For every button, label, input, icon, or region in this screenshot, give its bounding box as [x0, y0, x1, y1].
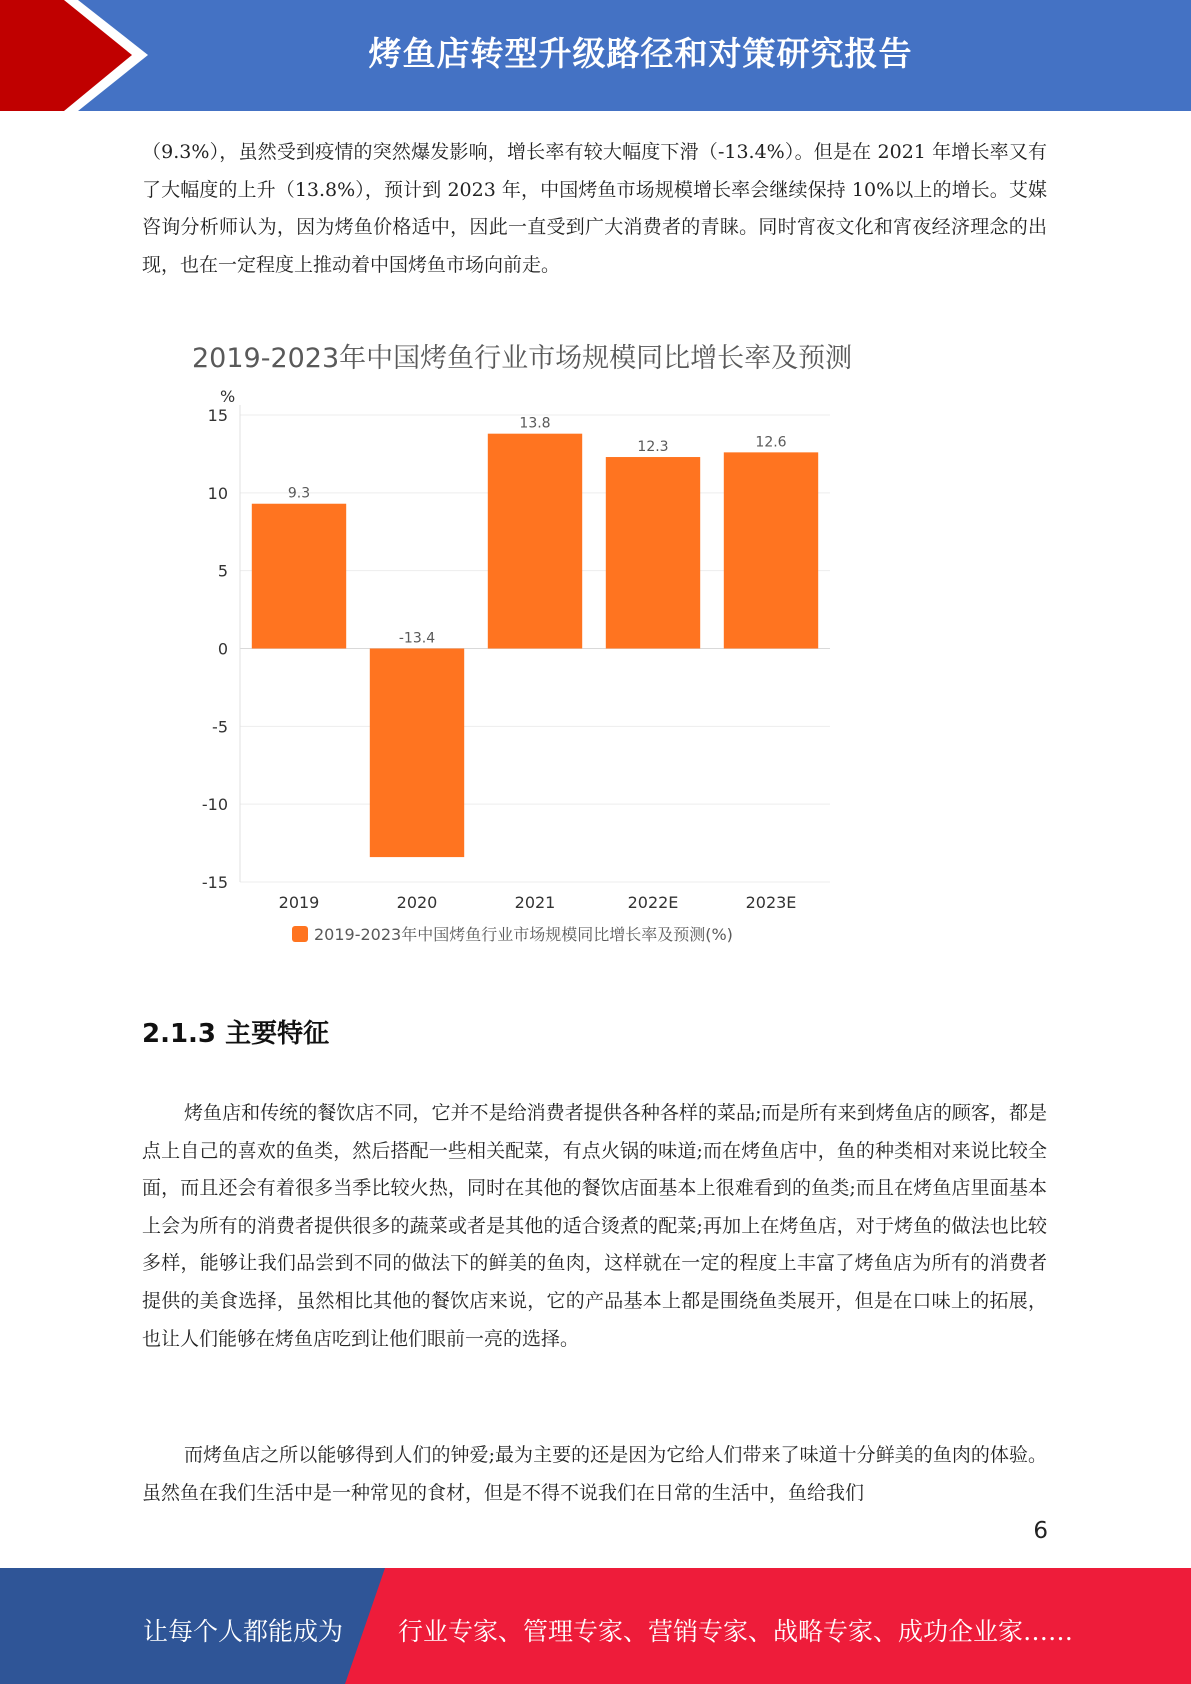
bar [252, 504, 346, 649]
footer-slogan-left: 让每个人都能成为 [143, 1617, 344, 1646]
x-tick-label: 2020 [396, 893, 438, 912]
y-tick-label: -5 [212, 717, 228, 737]
growth-rate-chart [180, 330, 880, 960]
x-tick-label: 2022E [627, 893, 679, 912]
x-tick-label: 2019 [278, 893, 320, 912]
x-tick-label: 2021 [514, 893, 556, 912]
y-tick-label: 10 [207, 483, 228, 503]
legend-label: 2019-2023年中国烤鱼行业市场规模同比增长率及预测(%) [314, 925, 733, 944]
chart-plot [180, 330, 880, 960]
data-label: 13.8 [519, 415, 551, 432]
bar [488, 434, 582, 649]
document-title: 烤鱼店转型升级路径和对策研究报告 [368, 34, 913, 73]
y-tick-label: -15 [201, 873, 228, 892]
chart-legend [292, 922, 733, 945]
x-tick-label: 2023E [745, 893, 797, 912]
bar [724, 452, 818, 648]
chart-title: 2019-2023年中国烤鱼行业市场规模同比增长率及预测 [192, 343, 853, 374]
y-tick-label: -10 [201, 795, 228, 815]
data-label: 12.6 [755, 434, 787, 451]
y-axis-unit: % [220, 387, 236, 406]
appeal-paragraph: 而烤鱼店之所以能够得到人们的钟爱;最为主要的还是因为它给人们带来了味道十分鲜美的鱼肉的体验。虽然鱼在我们生活中是一种常见的食材，但是不得不说我们在日常的生活中，鱼给我们 [142, 1444, 1047, 1504]
data-label: 9.3 [287, 485, 311, 502]
page-number: 6 [1033, 1518, 1048, 1544]
page-header [0, 0, 1191, 111]
y-tick-label: 5 [217, 561, 228, 581]
page-footer [0, 1568, 1191, 1684]
y-tick-label: 15 [207, 406, 228, 425]
bar [606, 457, 700, 648]
y-tick-label: 0 [217, 639, 228, 659]
bar [370, 649, 464, 858]
section-heading: 2.1.3 主要特征 [142, 1019, 330, 1049]
data-label: 12.3 [637, 439, 669, 456]
features-paragraph: 烤鱼店和传统的餐饮店不同，它并不是给消费者提供各种各样的菜品;而是所有来到烤鱼店的顾客，都是点上自己的喜欢的鱼类，然后搭配一些相关配菜，有点火锅的味道;而在烤鱼店中，鱼的种类相对来说比较全面，而且还会有着很多当季比较火热，同时在其他的餐饮店面基本上很难看到的鱼类;而且在烤鱼店里面基本上会为所有的消费者提供很多的蔬菜或者是其他的适合烫煮的配菜;再加上在烤鱼店，对于烤鱼的做法也比较多样，能够让我们品尝到不同的做法下的鲜美的鱼肉，这样就在一定的程度上丰富了烤鱼店为所有的消费者提供的美食选择，虽然相比其他的餐饮店来说，它的产品基本上都是围绕鱼类展开，但是在口味上的拓展，也让人们能够在烤鱼店吃到让他们眼前一亮的选择。 [142, 1102, 1047, 1350]
legend-swatch [292, 926, 308, 942]
intro-paragraph: （9.3%），虽然受到疫情的突然爆发影响，增长率有较大幅度下滑（-13.4%）。但是在 2021 年增长率又有了大幅度的上升（13.8%），预计到 2023 年，中国烤鱼市场规模增长率会继续保持 10%以上的增长。艾媒咨询分析师认为，因为烤鱼价格适中，因此一直受到广大消费者的青睐。同时宵夜文化和宵夜经济理念的出现，也在一定程度上推动着中国烤鱼市场向前走。 [142, 141, 1047, 276]
footer-slogan-right: 行业专家、管理专家、营销专家、战略专家、成功企业家…… [398, 1617, 1074, 1646]
data-label: -13.4 [398, 630, 436, 647]
